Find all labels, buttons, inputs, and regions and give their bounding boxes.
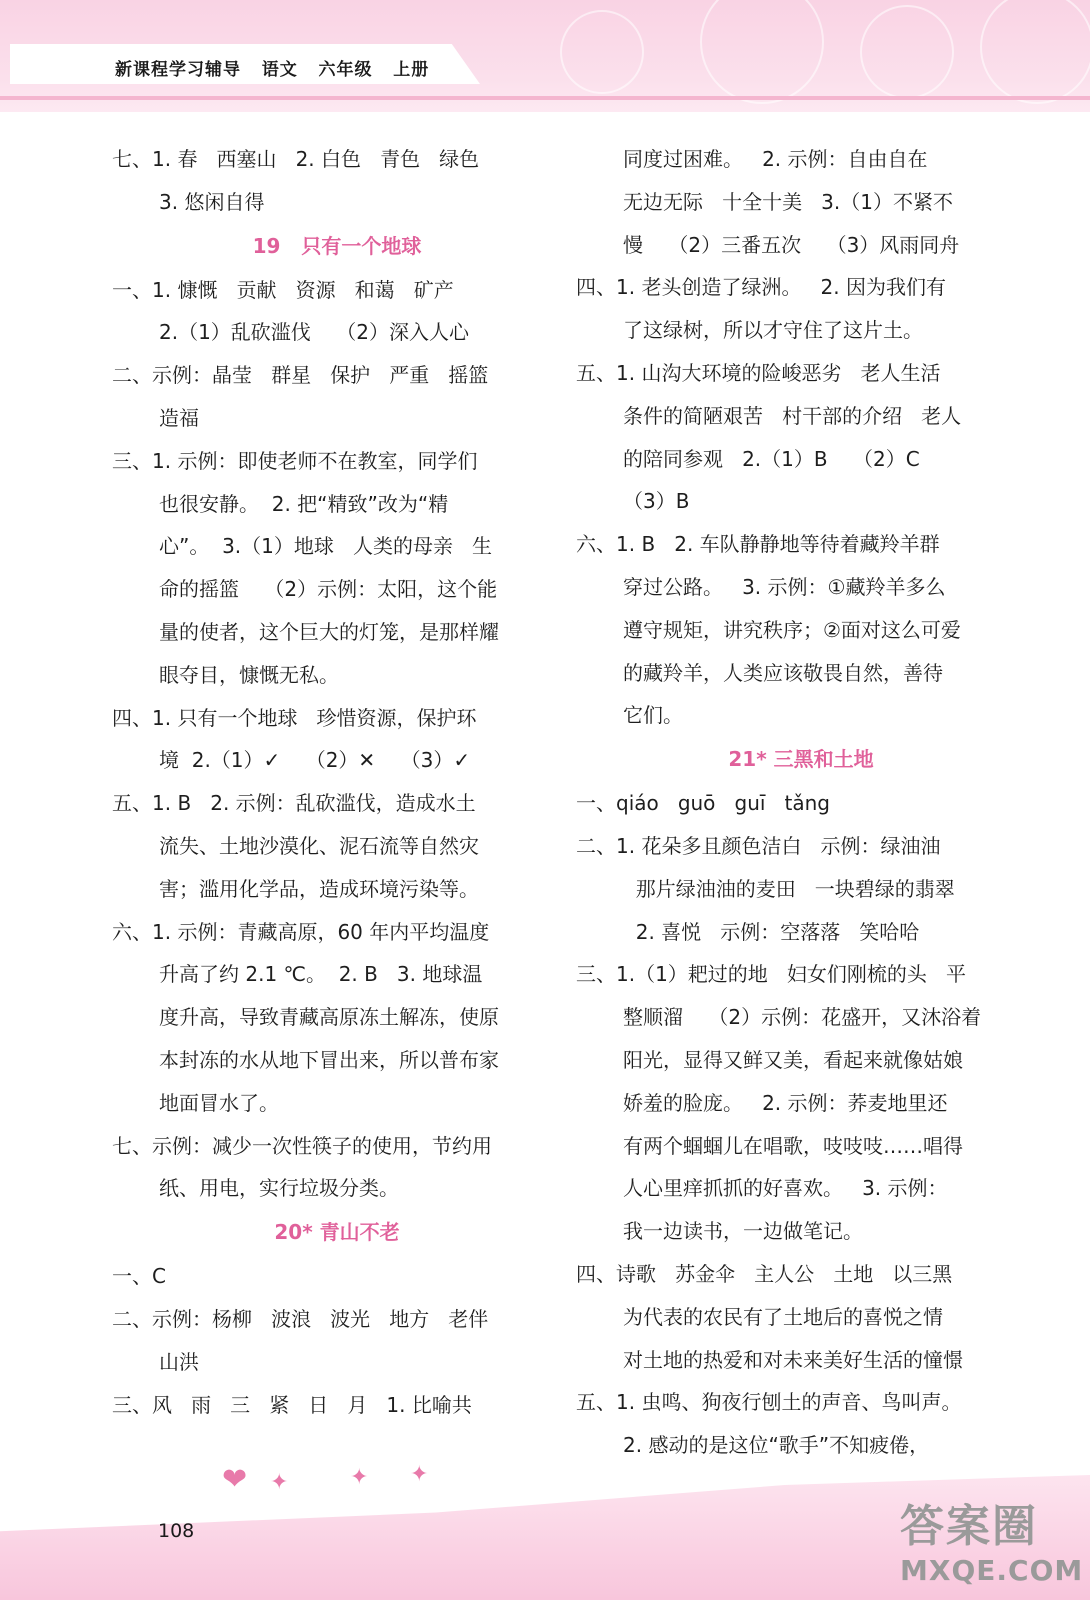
answer-line: 四、1. 只有一个地球 珍惜资源，保护环 (112, 705, 477, 730)
decorative-circle (700, 0, 824, 104)
answer-line: 了这绿树，所以才守住了这片土。 (623, 318, 923, 343)
decorative-circle (980, 0, 1090, 104)
answer-line: 2.（1）乱砍滥伐 （2）深入人心 (159, 320, 469, 345)
answer-line: 穿过公路。 3. 示例：①藏羚羊多么 (623, 574, 946, 599)
answer-line: 它们。 (623, 703, 683, 728)
answer-line: 为代表的农民有了土地后的喜悦之情 (623, 1304, 943, 1329)
section-heading: 19 只有一个地球 (252, 233, 422, 258)
answer-line: 境 2.（1）✓ （2）✕ （3）✓ (159, 748, 471, 773)
answer-line: 也很安静。 2. 把“精致”改为“精 (159, 491, 449, 516)
answer-line: 度升高，导致青藏高原冻土解冻，使原 (159, 1005, 499, 1030)
answer-line: 六、1. B 2. 车队静静地等待着藏羚羊群 (576, 532, 940, 557)
answer-line: 一、qiáo guō guī tǎng (576, 791, 830, 816)
section-heading: 21* 三黑和土地 (728, 747, 874, 772)
answer-line: 2. 喜悦 示例：空落落 笑哈哈 (623, 919, 920, 944)
answer-line: 三、1.（1）耙过的地 妇女们刚梳的头 平 (576, 962, 966, 987)
header-band (0, 0, 1090, 112)
answer-line: 三、风 雨 三 紧 日 月 1. 比喻共 (112, 1392, 472, 1417)
answer-line: 山洪 (159, 1349, 199, 1374)
answer-line: 五、1. B 2. 示例：乱砍滥伐，造成水土 (112, 791, 476, 816)
answer-line: 同度过困难。 2. 示例：自由自在 (623, 147, 928, 171)
page-number: 108 (158, 1520, 195, 1542)
answer-line: 遵守规矩，讲究秩序；②面对这么可爱 (623, 617, 961, 642)
answer-line: 升高了约 2.1 ℃。 2. B 3. 地球温 (159, 962, 483, 987)
answer-line: 3. 悠闲自得 (159, 189, 265, 214)
answer-line: 七、示例：减少一次性筷子的使用，节约用 (112, 1133, 492, 1158)
section-heading: 20* 青山不老 (274, 1220, 400, 1245)
answer-line: 眼夺目，慷慨无私。 (159, 662, 339, 687)
answer-line: 对土地的热爱和对未来美好生活的憧憬 (623, 1347, 963, 1372)
watermark-url: MXQE.COM (900, 1554, 1084, 1587)
answer-line: 七、1. 春 西塞山 2. 白色 青色 绿色 (112, 147, 480, 171)
answer-line: 二、示例：杨柳 波浪 波光 地方 老伴 (112, 1306, 489, 1331)
watermark-logo: 答案圈 (900, 1501, 1038, 1552)
header-title: 新课程学习辅导 语文 六年级 上册 (115, 60, 430, 80)
answer-line: 四、1. 老头创造了绿洲。 2. 因为我们有 (576, 275, 946, 300)
answer-line: 阳光，显得又鲜又美，看起来就像姑娘 (623, 1047, 963, 1072)
answer-line: 无边无际 十全十美 3.（1）不紧不 (623, 189, 953, 214)
heart-icon: ❤ (222, 1462, 248, 1497)
star-icon: ✦ (410, 1462, 429, 1487)
answer-line: 的陪同参观 2.（1）B （2）C (623, 446, 920, 471)
answer-line: 三、1. 示例：即使老师不在教室，同学们 (112, 448, 478, 473)
decorative-circle (560, 10, 644, 94)
answer-line: （3）B (623, 489, 690, 514)
decorative-circle (860, 5, 954, 99)
answer-line: 一、1. 慷慨 贡献 资源 和蔼 矿产 (112, 277, 454, 302)
answer-line: 流失、土地沙漠化、泥石流等自然灾 (159, 833, 479, 858)
answer-line: 六、1. 示例：青藏高原，60 年内平均温度 (112, 919, 490, 944)
answer-line: 人心里痒抓抓的好喜欢。 3. 示例： (623, 1176, 948, 1201)
answer-line: 五、1. 虫鸣、狗夜行刨土的声音、鸟叫声。 (576, 1390, 962, 1415)
left-column (112, 138, 562, 1426)
answer-line: 五、1. 山沟大环境的险峻恶劣 老人生活 (576, 360, 941, 385)
answer-line: 娇羞的脸庞。 2. 示例：荞麦地里还 (623, 1090, 948, 1115)
right-column (576, 138, 1026, 1467)
answer-line: 整顺溜 （2）示例：花盛开，又沐浴着 (623, 1005, 982, 1030)
answer-line: 地面冒水了。 (159, 1090, 279, 1115)
answer-line: 慢 （2）三番五次 （3）风雨同舟 (623, 232, 960, 257)
header-divider (0, 96, 1090, 100)
answer-line: 命的摇篮 （2）示例：太阳，这个能 (159, 577, 498, 602)
star-icon: ✦ (350, 1465, 369, 1490)
answer-line: 造福 (159, 405, 199, 430)
answer-line: 心”。 3.（1）地球 人类的母亲 生 (159, 534, 493, 559)
answer-line: 有两个蝈蝈儿在唱歌，吱吱吱……唱得 (623, 1133, 963, 1158)
answer-line: 2. 感动的是这位“歌手”不知疲倦， (623, 1433, 930, 1458)
star-icon: ✦ (270, 1470, 289, 1495)
answer-line: 二、1. 花朵多且颜色洁白 示例：绿油油 (576, 833, 941, 858)
answer-line: 四、诗歌 苏金伞 主人公 土地 以三黑 (576, 1261, 953, 1286)
answer-line: 本封冻的水从地下冒出来，所以普布家 (159, 1047, 499, 1072)
answer-line: 的藏羚羊，人类应该敬畏自然，善待 (623, 660, 943, 685)
answer-line: 害；滥用化学品，造成环境污染等。 (159, 876, 479, 901)
answer-line: 纸、用电，实行垃圾分类。 (159, 1176, 399, 1201)
answer-line: 条件的简陋艰苦 村干部的介绍 老人 (623, 403, 962, 428)
answer-line: 一、C (112, 1264, 166, 1289)
answer-line: 二、示例：晶莹 群星 保护 严重 摇篮 (112, 363, 489, 388)
answer-line: 我一边读书，一边做笔记。 (623, 1219, 863, 1244)
answer-line: 那片绿油油的麦田 一块碧绿的翡翠 (623, 876, 955, 901)
watermark (900, 1480, 1084, 1592)
answer-line: 量的使者，这个巨大的灯笼，是那样耀 (159, 619, 499, 644)
